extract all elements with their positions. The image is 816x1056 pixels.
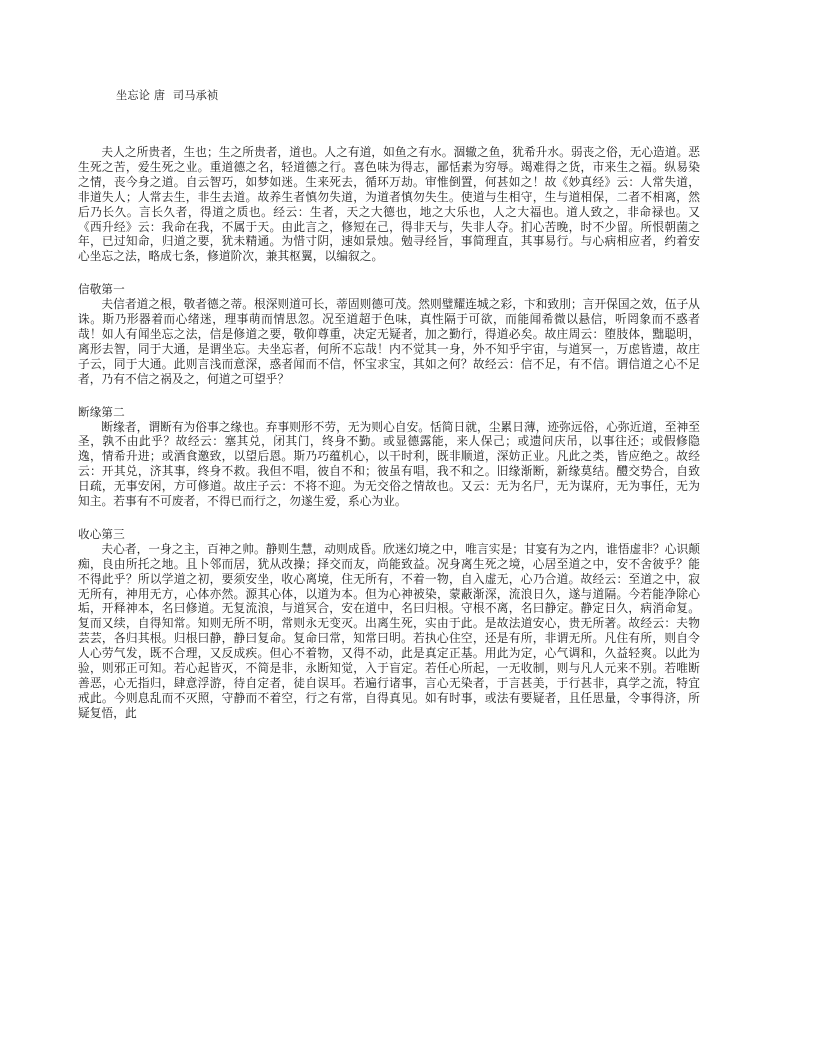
- section-block-xinjing: [78, 282, 700, 386]
- page-title: 坐忘论 唐 司马承祯: [116, 89, 219, 102]
- preface-block: [78, 145, 700, 264]
- section-heading-xinjing: 信敬第一: [78, 282, 125, 297]
- section-paragraph-xinjing: 夫信者道之根，敬者德之蒂。根深则道可长，蒂固则德可茂。然则璧耀连城之彩，卞和致刖；言开保国之效，伍子从诛。斯乃形器着而心绪迷，理事萌而情思忽。况至道超于色味，真性隔于可欲，而能闻希微以悬信，听罔象而不惑者哉！如人有闻坐忘之法，信是修道之要，敬仰尊重，决定无疑者，加之勤行，得道必矣。故庄周云：堕肢体，黜聪明，离形去智，同于大通，是谓坐忘。夫坐忘者，何所不忘哉！内不觉其一身，外不知乎宇宙，与道冥一，万虑皆遗，故庄子云，同于大通。此则言浅而意深，惑者闻而不信，怀宝求宝，其如之何？故经云：信不足，有不信。谓信道之心不足者，乃有不信之祸及之，何道之可望乎？: [78, 297, 701, 386]
- preface-paragraph: 夫人之所贵者，生也；生之所贵者，道也。人之有道，如鱼之有水。涸辙之鱼，犹希升水。弱丧之俗，无心造道。恶生死之苦，爱生死之业。重道德之名，轻道德之行。喜色味为得志，鄙恬素为穷辱。竭难得之货，市来生之福。纵易染之情，丧今身之道。自云智巧，如梦如迷。生来死去，循环万劫。审惟倒置，何甚如之！故《妙真经》云：人常失道，非道失人；人常去生，非生去道。故养生者慎勿失道，为道者慎勿失生。使道与生相守，生与道相保，二者不相离，然后乃长久。言长久者，得道之质也。经云：生者，天之大德也，地之大乐也，人之大福也。道人致之，非命禄也。又《西升经》云：我命在我，不属于天。由此言之，修短在己，得非天与，失非人夺。扪心苦晚，时不少留。所恨朝菌之年，已过知命，归道之要，犹未精通。为惜寸阴，速如景烛。勉寻经旨，事简理直，其事易行。与心病相应者，约着安心坐忘之法，略成七条，修道阶次，兼其枢翼，以编叙之。: [78, 145, 701, 264]
- section-block-duanyuan: [78, 405, 700, 509]
- title-spacer: [78, 103, 700, 145]
- section-heading-duanyuan: 断缘第二: [78, 404, 125, 419]
- section-paragraph-shouxin: 夫心者，一身之主，百神之帅。静则生慧，动则成昏。欣迷幻境之中，唯言实是；甘宴有为之内，谁悟虚非？心识颠痴，良由所托之地。且卜邻而居，犹从改操；择交而友，尚能致益。况身离生死之境，心居至道之中，安不舍彼乎？能不得此乎？所以学道之初，要须安坐，收心离境，住无所有，不着一物，自入虚无，心乃合道。故经云：至道之中，寂无所有，神用无方，心体亦然。源其心体，以道为本。但为心神被染，蒙蔽渐深，流浪日久，遂与道隔。今若能净除心垢，开释神本，名曰修道。无复流浪，与道冥合，安在道中，名曰归根。守根不离，名曰静定。静定日久，病消命复。复而又续，自得知常。知则无所不明，常则永无变灭。出离生死，实由于此。是故法道安心，贵无所著。故经云：夫物芸芸，各归其根。归根曰静，静曰复命。复命曰常，知常曰明。若执心住空，还是有所，非谓无所。凡住有所，则自令人心劳气发，既不合理，又反成疾。但心不着物，又得不动，此是真定正基。用此为定，心气调和，久益轻爽。以此为验，则邪正可知。若心起皆灭，不简是非，永断知觉，入于盲定。若任心所起，一无收制，则与凡人元来不别。若唯断善恶，心无指归，肆意浮游，待自定者，徒自误耳。若遍行诸事，言心无染者，于言甚美，于行甚非，真学之流，特宜戒此。今则息乱而不灭照，守静而不着空，行之有常，自得真见。如有时事，或法有要疑者，且任思量，令事得济，所疑复悟，此: [78, 541, 701, 720]
- section-heading-shouxin: 收心第三: [78, 526, 125, 541]
- section-paragraph-duanyuan: 断缘者，谓断有为俗事之缘也。弃事则形不劳，无为则心自安。恬简日就，尘累日薄，迹弥远俗，心弥近道，至神至圣，孰不由此乎？故经云：塞其兑，闭其门，终身不勤。或显德露能，来人保己；或遗问庆吊，以事往还；或假修隐逸，情希升进；或酒食邀致，以望后恩。斯乃巧蕴机心，以干时利，既非顺道，深妨正业。凡此之类，皆应绝之。故经云：开其兑，济其事，终身不救。我但不唱，彼自不和；彼虽有唱，我不和之。旧缘渐断，新缘莫结。醴交势合，自致日疏，无事安闲，方可修道。故庄子云：不将不迎。为无交俗之情故也。又云：无为名尸，无为谋府，无为事任，无为知主。若事有不可废者，不得已而行之，勿遂生爱，系心为业。: [78, 419, 701, 509]
- page-content: [78, 88, 700, 721]
- section-block-shouxin: [78, 527, 700, 721]
